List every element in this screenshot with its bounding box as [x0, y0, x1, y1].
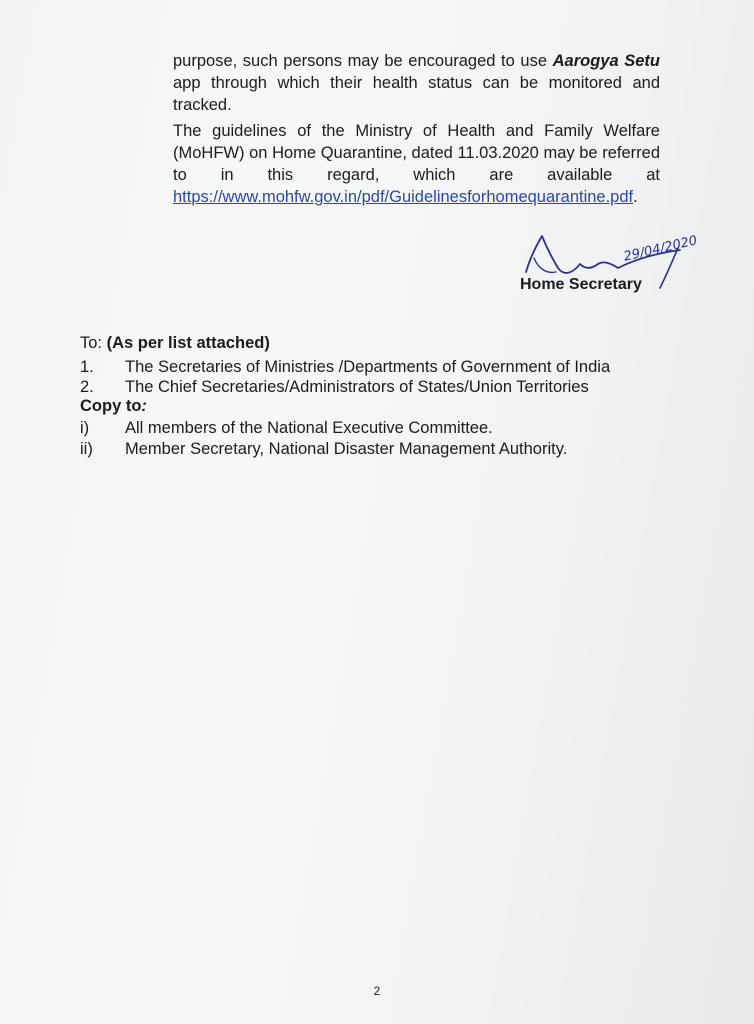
paragraph2-after-link: .: [633, 188, 638, 206]
paragraph-aarogya-setu: [173, 50, 660, 116]
paragraph1-text-end: app through which their health status can be monitored and tracked.: [173, 74, 660, 114]
page-number: 2: [373, 984, 381, 998]
signatory-title: Home Secretary: [520, 276, 642, 293]
copy-text: Member Secretary, National Disaster Management Authority.: [125, 440, 568, 458]
copy-number: i): [80, 419, 90, 437]
copy-to-colon: :: [141, 397, 147, 415]
to-line: [80, 333, 270, 353]
guidelines-link[interactable]: https://www.mohfw.gov.in/pdf/Guidelinesforhomequarantine.pdf: [173, 188, 634, 206]
paragraph-guidelines: [173, 120, 660, 208]
recipient-text: The Chief Secretaries/Administrators of States/Union Territories: [125, 378, 589, 396]
recipient-text: The Secretaries of Ministries /Departments of Government of India: [125, 358, 611, 376]
recipient-number: 1.: [80, 358, 94, 376]
copy-number: ii): [80, 440, 93, 458]
paragraph2-text: The guidelines of the Ministry of Health and Family Welfare (MoHFW) on Home Quarantine, dated 11.03.2020 may be referred to in this regard, which are available at: [173, 122, 660, 184]
signature-block: [520, 228, 720, 298]
recipient-item: [80, 377, 589, 397]
handwritten-date: 29/04/2020: [622, 233, 699, 265]
recipient-item: [80, 357, 610, 377]
to-prefix: To:: [80, 334, 107, 352]
copy-item: [80, 439, 567, 459]
app-name: Aarogya Setu: [552, 52, 660, 70]
copy-to-label: Copy to: [80, 397, 142, 415]
recipient-number: 2.: [80, 378, 94, 396]
to-note: (As per list attached): [106, 334, 270, 352]
copy-to-heading: [80, 396, 147, 416]
paragraph1-text-start: purpose, such persons may be encouraged to use: [173, 52, 553, 70]
copy-item: [80, 418, 493, 438]
copy-text: All members of the National Executive Committee.: [125, 419, 493, 437]
